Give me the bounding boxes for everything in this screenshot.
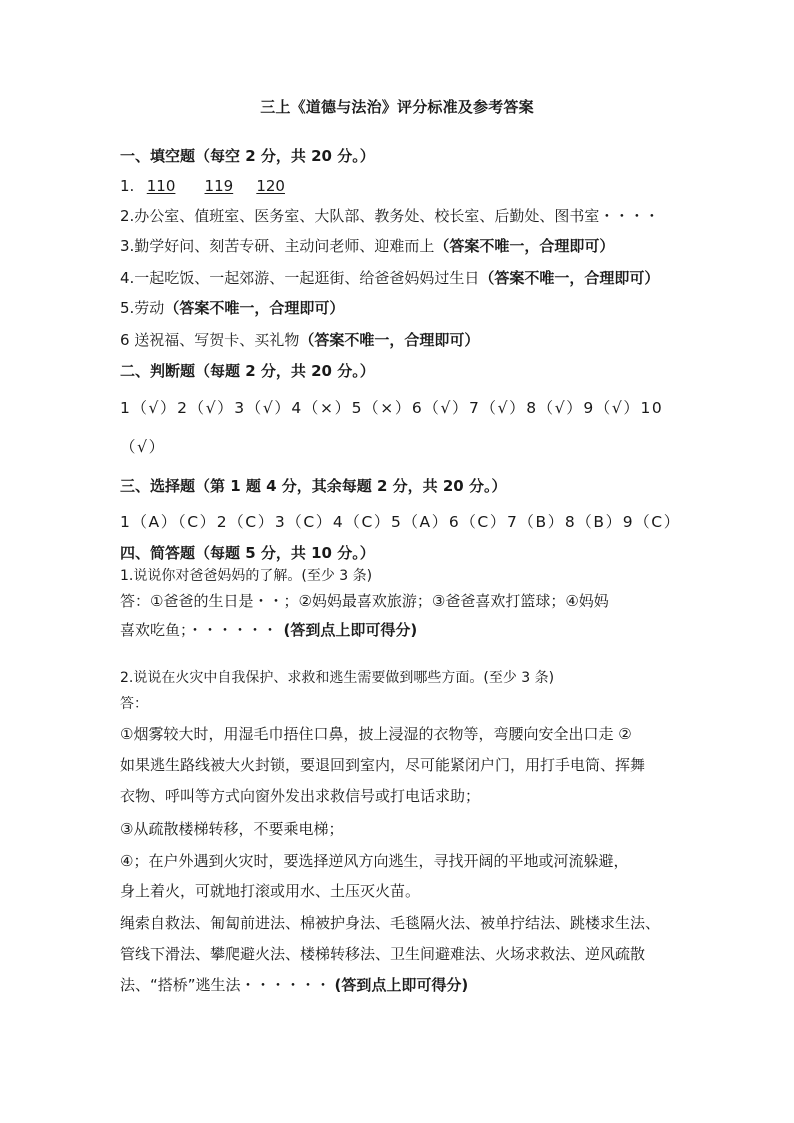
section-true-false-heading: 二、判断题（每题 2 分，共 20 分。） xyxy=(120,362,375,380)
q4-note: （答案不唯一，合理即可） xyxy=(479,269,660,287)
section-short-answer-heading: 四、简答题（每题 5 分，共 10 分。） xyxy=(120,544,375,562)
q3-text: 3.勤学好问、刻苦专研、主动问老师、迎难而上 xyxy=(120,237,435,255)
fill-blank-q5 xyxy=(120,298,682,318)
short-q1-answer-text: 喜欢吃鱼；・・・・・・ xyxy=(120,621,278,639)
section-fill-blank-heading: 一、填空题（每空 2 分，共 20 分。） xyxy=(120,147,375,165)
fill-blank-q3 xyxy=(120,236,682,256)
q1-blank-1: 110 xyxy=(146,177,176,195)
fill-blank-q4 xyxy=(120,268,682,288)
section-choice-heading: 三、选择题（第 1 题 4 分，其余每题 2 分，共 20 分。） xyxy=(120,477,507,495)
short-q2-answer-4-line1: ④；在户外遇到火灾时，要选择逆风方向逃生，寻找开阔的平地或河流躲避， xyxy=(120,852,629,870)
short-q2-answer-1-line2: 如果逃生路线被大火封锁，要退回到室内，尽可能紧闭户门，用打手电筒、挥舞 xyxy=(120,756,646,774)
document-title: 三上《道德与法治》评分标准及参考答案 xyxy=(260,98,534,116)
escape-methods-line1: 绳索自救法、匍匐前进法、棉被护身法、毛毯隔火法、被单拧结法、跳楼求生法、 xyxy=(120,914,661,932)
q1-blank-3: 120 xyxy=(256,177,285,195)
q1-blank-2: 119 xyxy=(204,177,234,195)
escape-methods-line2: 管线下滑法、攀爬避火法、楼梯转移法、卫生间避难法、火场求救法、逆风疏散 xyxy=(120,945,646,963)
short-q1-note: (答到点上即可得分) xyxy=(283,621,418,639)
short-q2-answer-label: 答： xyxy=(120,696,148,712)
q3-note: （答案不唯一，合理即可） xyxy=(434,237,615,255)
short-q2-note: (答到点上即可得分) xyxy=(334,976,469,994)
escape-methods-line3 xyxy=(120,975,682,995)
true-false-answers-line2: （√） xyxy=(120,438,166,456)
q1-prefix: 1. xyxy=(120,177,135,195)
true-false-answers-line1: 1（√）2（√）3（√）4（×）5（×）6（√）7（√）8（√）9（√）10 xyxy=(120,399,664,417)
short-q2-answer-3: ③从疏散楼梯转移，不要乘电梯； xyxy=(120,820,344,838)
short-q2-answer-4-line2: 身上着火，可就地打滚或用水、土压灭火苗。 xyxy=(120,882,421,900)
short-q1-answer-line1: 答：①爸爸的生日是・・；②妈妈最喜欢旅游；③爸爸喜欢打篮球；④妈妈 xyxy=(120,592,609,610)
q6-text: 6 送祝福、写贺卡、买礼物 xyxy=(120,331,300,349)
short-q1-question: 1.说说你对爸爸妈妈的了解。(至少 3 条) xyxy=(120,568,373,584)
fill-blank-q6 xyxy=(120,330,682,350)
fill-blank-q1 xyxy=(120,176,682,196)
short-q2-answer-1-line1: ①烟雾较大时，用湿毛巾捂住口鼻，披上浸湿的衣物等，弯腰向安全出口走 ② xyxy=(120,725,632,743)
q5-note: （答案不唯一，合理即可） xyxy=(164,299,345,317)
short-q2-question: 2.说说在火灾中自我保护、求救和逃生需要做到哪些方面。(至少 3 条) xyxy=(120,670,555,686)
choice-answers: 1（A）（C）2（C）3（C）4（C）5（A）6（C）7（B）8（B）9（C） xyxy=(120,513,681,531)
q4-text: 4.一起吃饭、一起郊游、一起逛街、给爸爸妈妈过生日 xyxy=(120,269,480,287)
q6-note: （答案不唯一，合理即可） xyxy=(299,331,480,349)
escape-methods-text: 法、“搭桥”逃生法・・・・・・ xyxy=(120,976,331,994)
q5-text: 5.劳动 xyxy=(120,299,165,317)
fill-blank-q2: 2.办公室、值班室、医务室、大队部、教务处、校长室、后勤处、图书室・・・・ xyxy=(120,207,660,225)
short-q2-answer-1-line3: 衣物、呼叫等方式向窗外发出求救信号或打电话求助； xyxy=(120,787,481,805)
short-q1-answer-line2 xyxy=(120,620,682,640)
